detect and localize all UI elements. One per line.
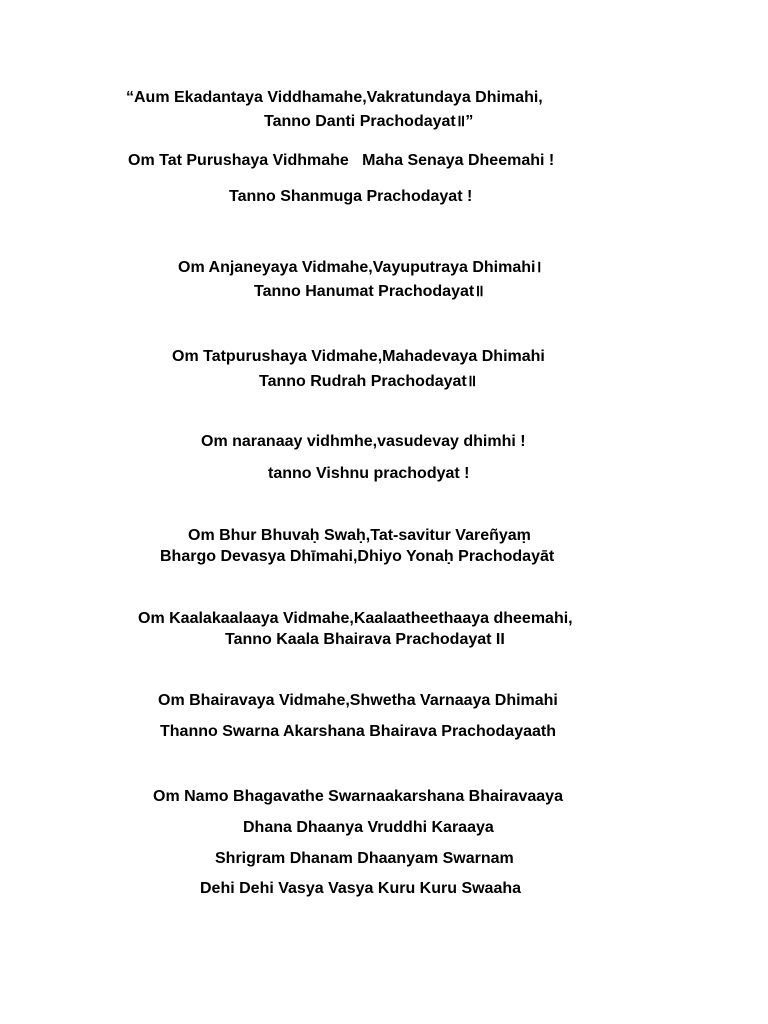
mantra-swarnaakarshana-line-1: Om Namo Bhagavathe Swarnaakarshana Bhairavaaya xyxy=(153,788,563,805)
mantra-swarnaakarshana-line-2: Dhana Dhaanya Vruddhi Karaaya xyxy=(243,819,494,836)
mantra-hanuman-line-1: Om Anjaneyaya Vidmahe,Vayuputraya Dhimahi। xyxy=(178,259,542,276)
mantra-rudra-line-2: Tanno Rudrah Prachodayat॥ xyxy=(259,373,477,390)
mantra-rudra-line-1: Om Tatpurushaya Vidmahe,Mahadevaya Dhimahi xyxy=(172,348,545,365)
mantra-gayatri-line-2: Bhargo Devasya Dhīmahi,Dhiyo Yonaḥ Prachodayāt xyxy=(160,548,555,565)
mantra-shanmuga-line-2: Tanno Shanmuga Prachodayat ! xyxy=(229,188,473,205)
mantra-hanuman-line-2: Tanno Hanumat Prachodayat॥ xyxy=(254,283,484,300)
mantra-ganesha-line-2: Tanno Danti Prachodayat॥” xyxy=(264,113,474,130)
mantra-vishnu-line-1: Om naranaay vidhmhe,vasudevay dhimhi ! xyxy=(201,433,526,450)
mantra-kaala-bhairava-line-1: Om Kaalakaalaaya Vidmahe,Kaalaatheethaaya dheemahi, xyxy=(138,610,573,627)
mantra-shanmuga-line-1: Om Tat Purushaya Vidhmahe Maha Senaya Dheemahi ! xyxy=(128,152,555,169)
mantra-swarnaakarshana-line-3: Shrigram Dhanam Dhaanyam Swarnam xyxy=(215,850,514,867)
mantra-ganesha-line-1: “Aum Ekadantaya Viddhamahe,Vakratundaya Dhimahi, xyxy=(126,89,543,106)
mantra-swarna-bhairava-line-1: Om Bhairavaya Vidmahe,Shwetha Varnaaya Dhimahi xyxy=(158,692,558,709)
mantra-gayatri-line-1: Om Bhur Bhuvaḥ Swaḥ,Tat-savitur Vareñyaṃ xyxy=(188,527,531,544)
mantra-swarna-bhairava-line-2: Thanno Swarna Akarshana Bhairava Prachodayaath xyxy=(160,723,556,740)
mantra-vishnu-line-2: tanno Vishnu prachodyat ! xyxy=(268,465,470,482)
mantra-kaala-bhairava-line-2: Tanno Kaala Bhairava Prachodayat II xyxy=(225,631,505,648)
mantra-swarnaakarshana-line-4: Dehi Dehi Vasya Vasya Kuru Kuru Swaaha xyxy=(200,880,522,897)
